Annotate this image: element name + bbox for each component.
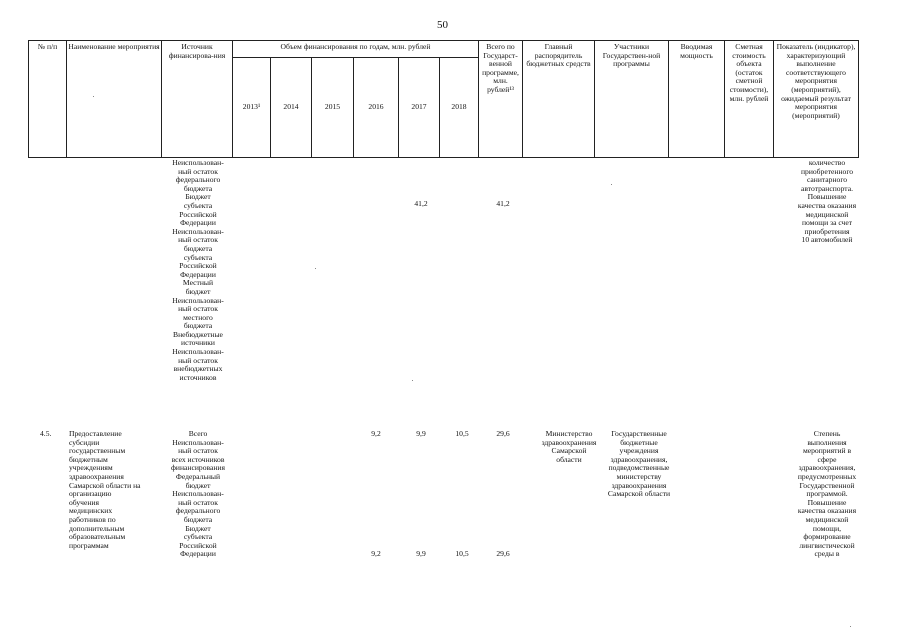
participant-line: здравоохранения [611,480,667,490]
total-2016: 9,2 [371,429,381,438]
header-manager: Главный распорядитель бюджетных средств [523,41,595,158]
header-capacity: Вводимая мощность [669,41,725,158]
total-2017: 9,9 [416,429,426,438]
indicator-line: медицинской [805,209,849,219]
source-line: Бюджет [185,192,211,202]
header-year-2017: 2017 [399,58,440,158]
header-total: Всего по Государст-венной программе, млн. рублей¹³ [479,41,523,158]
source-line: Федерации [180,218,216,228]
item-number: 4.5. [40,429,52,438]
header-name: Наименование мероприятия [67,41,162,158]
source-line: бюджет [185,286,211,296]
source-line: бюджета [183,183,213,193]
source-line: ный остаток [178,446,218,456]
source-line: источников [179,372,217,382]
name-line: медицинских [69,506,113,516]
manager-line: здравоохранения [541,437,597,447]
header-year-2018: 2018 [440,58,479,158]
manager-line: Министерство [545,429,593,438]
source-line: Внебюджетные [173,329,223,339]
name-line: Самарской области на [69,480,141,490]
indicator-line: среды в [814,549,840,559]
header-year-2013: 2013¹ [233,58,271,158]
source-line: федерального [175,506,221,516]
indicator-line: качества оказания [797,506,857,516]
source-line: Российской [179,261,217,271]
indicator-line: медицинской [805,514,849,524]
scan-speck [93,96,94,97]
indicator-line: 10 автомобилей [801,235,853,245]
source-line: федерального [175,175,221,185]
source-line: всех источников [171,454,225,464]
scan-speck [315,268,316,269]
source-line: Российской [179,540,217,550]
indicator-line: Степень [813,429,841,438]
source-line: ный остаток [178,166,218,176]
name-line: образовательным [69,532,126,542]
name-line: дополнительным [69,523,125,533]
name-line: здравоохранения [69,471,124,481]
source-line: ный остаток [178,304,218,314]
indicator-line: санитарного [806,175,848,185]
header-year-2014: 2014 [271,58,312,158]
source-line: Неиспользован- [172,226,224,236]
header-num: № п/п [29,41,67,158]
source-line: Неиспользован- [172,347,224,357]
continuation-value-total: 41,2 [496,199,510,208]
manager-line: Самарской [551,446,587,456]
item-name [69,430,161,550]
source-line: ный остаток [178,355,218,365]
indicator-line: лингвистической [799,540,855,550]
indicator-line: формирование [803,532,851,542]
participant-line: учреждения [619,446,659,456]
indicator-line: программой. [806,489,848,499]
page-number: 50 [437,19,448,31]
name-line: программам [69,540,109,550]
source-line: местного [183,312,213,322]
indicator-line: Государственной [799,480,855,490]
indicator-line: мероприятий в [802,446,852,456]
source-line: субъекта [183,252,213,262]
subject-2017: 9,9 [416,549,426,558]
participant-line: здравоохранения, [610,454,668,464]
source-line: ный остаток [178,497,218,507]
source-line: Федерации [180,269,216,279]
indicator-line: Повышение [807,192,847,202]
indicator-line: предусмотренных [797,471,857,481]
scan-speck [611,184,612,185]
header-source: Источник финансирова-ния [162,41,233,158]
participant-line: бюджетные [620,437,658,447]
source-line: Местный [182,278,214,288]
header-year-2016: 2016 [354,58,399,158]
source-line: бюджета [183,514,213,524]
continuation-value-2017: 41,2 [414,199,428,208]
source-line: Всего [188,429,208,438]
item-manager [531,430,607,464]
participant-line: Государственные [611,429,667,438]
name-line: бюджетным [69,454,108,464]
source-line: источники [181,338,215,348]
indicator-line: качества оказания [797,200,857,210]
indicator-line: количество [808,158,846,167]
name-line: Предоставление [69,429,122,438]
header-indicator: Показатель (индикатор), характеризующий выполнение соответствующего мероприятия (мероприятий), ожидаемый результат мероприятия (мероприятий) [774,41,859,158]
indicator-line: приобретения [804,226,850,236]
continuation-sources [161,159,235,382]
source-line: внебюджетных [173,364,223,374]
source-line: Неиспользован- [172,158,224,167]
header-cost: Сметная стоимость объекта (остаток сметной стоимости), млн. рублей [725,41,774,158]
source-line: Бюджет [185,523,211,533]
manager-line: области [556,454,582,464]
source-line: бюджета [183,243,213,253]
source-line: субъекта [183,200,213,210]
indicator-line: Повышение [807,497,847,507]
indicator-line: помощи, [812,523,842,533]
name-line: работников по [69,514,116,524]
indicator-line: автотранспорта. [801,183,853,193]
indicator-line: приобретенного [800,166,854,176]
source-line: финансирования [171,463,225,473]
source-line: Неиспользован- [172,489,224,499]
name-line: субсидии [69,437,100,447]
subject-sum: 29,6 [496,549,510,558]
source-line: субъекта [183,532,213,542]
source-line: Федерации [180,549,216,559]
item-sources [161,430,235,559]
source-line: Неиспользован- [172,437,224,447]
name-line: обучения [69,497,99,507]
name-line: учреждениям [69,463,113,473]
source-line: Федеральный [175,471,221,481]
total-2018: 10,5 [455,429,469,438]
header-participants: Участники Государствен-ной программы [595,41,669,158]
indicator-line: здравоохранения, [798,463,856,473]
total-sum: 29,6 [496,429,510,438]
scan-speck [850,626,851,627]
name-line: организацию [69,489,112,499]
scan-speck [412,380,413,381]
source-line: бюджета [183,321,213,331]
source-line: Российской [179,209,217,219]
item-indicator [784,430,870,559]
continuation-indicator [784,159,870,245]
page-number-container [0,0,905,41]
header-volume: Объем финансирования по годам, млн. рублей [233,41,479,58]
source-line: ный остаток [178,235,218,245]
indicator-line: помощи за счет [801,218,853,228]
item-participants [600,430,678,499]
participant-line: Самарской области [607,489,671,499]
table-header [28,40,859,158]
source-line: Неиспользован- [172,295,224,305]
participant-line: подведомственные [608,463,670,473]
source-line: бюджет [185,480,211,490]
participant-line: министерству [616,471,662,481]
header-year-2015: 2015 [312,58,354,158]
indicator-line: сфере [817,454,837,464]
subject-2016: 9,2 [371,549,381,558]
subject-2018: 10,5 [455,549,469,558]
name-line: государственным [69,446,126,456]
indicator-line: выполнения [807,437,847,447]
